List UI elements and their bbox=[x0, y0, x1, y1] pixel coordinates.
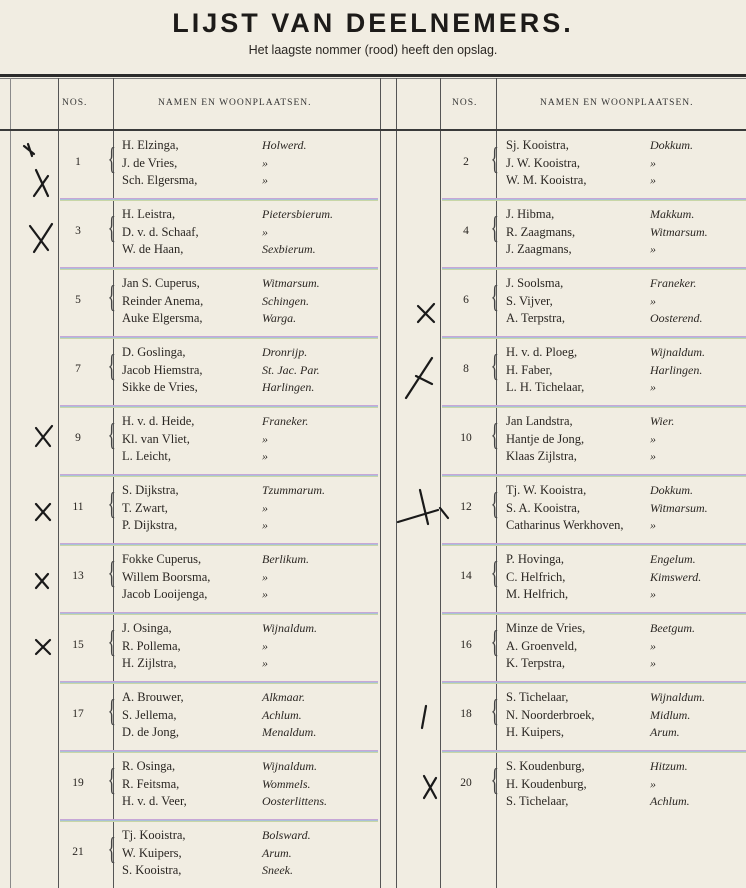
participant-name: H. v. d. Heide, bbox=[122, 414, 195, 428]
participant-name: R. Zaagmans, bbox=[506, 224, 576, 239]
entry-number: 19 bbox=[72, 776, 84, 789]
participant-place: Arum. bbox=[650, 725, 680, 739]
participant-name: Kl. van Vliet, bbox=[122, 431, 190, 446]
entry-number: 9 bbox=[75, 431, 81, 444]
participant-place: Dokkum. bbox=[650, 483, 693, 497]
cross-mark bbox=[406, 358, 432, 398]
brace-icon: { bbox=[107, 761, 116, 797]
participant-place: Schingen. bbox=[262, 293, 309, 308]
participant-place: » bbox=[262, 518, 268, 532]
participant-place: Oosterlittens. bbox=[262, 794, 327, 808]
participant-place: Franeker. bbox=[650, 276, 697, 290]
participant-place: » bbox=[650, 587, 656, 601]
brace-icon: { bbox=[490, 416, 499, 452]
brace-icon: { bbox=[107, 416, 116, 452]
entry-number: 21 bbox=[72, 845, 84, 858]
brace-icon: { bbox=[490, 554, 499, 590]
participant-place: » bbox=[650, 656, 656, 670]
header-right-names: NAMEN EN WOONPLAATSEN. bbox=[540, 98, 694, 108]
participant-place: » bbox=[262, 638, 268, 653]
participant-name: D. Goslinga, bbox=[122, 345, 186, 359]
participant-place: Witmarsum. bbox=[262, 276, 320, 290]
entry-number: 6 bbox=[463, 293, 469, 306]
participant-place: St. Jac. Par. bbox=[262, 362, 320, 377]
participant-place: Engelum. bbox=[650, 552, 696, 566]
participant-name: Tj. W. Kooistra, bbox=[506, 483, 587, 497]
participant-place: Witmarsum. bbox=[650, 224, 708, 239]
participant-place: » bbox=[262, 224, 268, 239]
participant-place: Tzummarum. bbox=[262, 483, 326, 497]
participant-place: Franeker. bbox=[262, 414, 309, 428]
cross-mark bbox=[36, 426, 52, 446]
participant-place: » bbox=[650, 293, 656, 308]
participant-name: J. de Vries, bbox=[122, 155, 178, 170]
entry-number: 5 bbox=[75, 293, 81, 306]
participant-place: » bbox=[262, 431, 268, 446]
participant-place: Wier. bbox=[650, 414, 675, 428]
participant-name: Tj. Kooistra, bbox=[122, 828, 186, 842]
participant-place: » bbox=[650, 380, 656, 394]
cross-mark bbox=[30, 224, 52, 252]
cross-mark bbox=[36, 574, 48, 588]
entry-number: 4 bbox=[463, 224, 469, 237]
participant-name: C. Helfrich, bbox=[506, 569, 566, 584]
brace-icon: { bbox=[490, 623, 499, 659]
participant-place: Hitzum. bbox=[650, 759, 688, 773]
participant-name: T. Zwart, bbox=[122, 500, 168, 515]
participant-place: » bbox=[262, 173, 268, 187]
cross-mark bbox=[424, 776, 436, 798]
participant-name: A. Terpstra, bbox=[506, 311, 565, 325]
participant-name: Klaas Zijlstra, bbox=[506, 449, 577, 463]
brace-icon: { bbox=[107, 278, 116, 314]
participant-name: W. de Haan, bbox=[122, 242, 184, 256]
participant-place: Pietersbierum. bbox=[262, 207, 333, 221]
entry-number: 18 bbox=[460, 707, 472, 720]
participant-place: » bbox=[262, 569, 268, 584]
tick-mark bbox=[422, 706, 426, 728]
participant-place: » bbox=[650, 776, 656, 791]
brace-icon: { bbox=[490, 209, 499, 245]
participant-place: Wijnaldum. bbox=[650, 345, 706, 359]
participant-name: Sj. Kooistra, bbox=[506, 138, 569, 152]
participant-place: Wijnaldum. bbox=[262, 621, 318, 635]
participant-name: H. v. d. Veer, bbox=[122, 794, 187, 808]
cross-mark bbox=[418, 304, 434, 322]
participant-place: Berlikum. bbox=[262, 552, 309, 566]
participant-name: J. Osinga, bbox=[122, 621, 172, 635]
cross-mark bbox=[36, 640, 50, 654]
participant-name: H. Kuipers, bbox=[506, 725, 564, 739]
participant-name: Sch. Elgersma, bbox=[122, 173, 198, 187]
participant-place: Menaldum. bbox=[262, 725, 317, 739]
participant-name: R. Feitsma, bbox=[122, 776, 180, 791]
participant-name: S. Kooistra, bbox=[122, 863, 182, 877]
brace-icon: { bbox=[107, 485, 116, 521]
page-title: LIJST VAN DEELNEMERS. bbox=[172, 8, 574, 38]
entry-number: 2 bbox=[463, 155, 469, 168]
participant-name: S. Koudenburg, bbox=[506, 759, 585, 773]
participant-name: P. Dijkstra, bbox=[122, 518, 178, 532]
participant-place: Wijnaldum. bbox=[262, 759, 318, 773]
participant-name: J. Hibma, bbox=[506, 207, 555, 221]
entry-number: 17 bbox=[72, 707, 84, 720]
participant-place: Kimswerd. bbox=[650, 569, 702, 584]
brace-icon: { bbox=[490, 485, 499, 521]
participant-name: H. Leistra, bbox=[122, 207, 176, 221]
participant-place: » bbox=[650, 449, 656, 463]
entry-number: 13 bbox=[72, 569, 84, 582]
header-right-nos: NOS. bbox=[452, 98, 478, 108]
participant-place: Bolsward. bbox=[262, 828, 311, 842]
participant-name: N. Noorderbroek, bbox=[506, 707, 595, 722]
participant-place: Harlingen. bbox=[650, 362, 703, 377]
participant-place: Makkum. bbox=[650, 207, 695, 221]
entry-number: 1 bbox=[75, 155, 81, 168]
brace-icon: { bbox=[107, 209, 116, 245]
brace-icon: { bbox=[107, 554, 116, 590]
participant-name: R. Pollema, bbox=[122, 638, 181, 653]
participant-place: » bbox=[262, 587, 268, 601]
entry-number: 7 bbox=[75, 362, 81, 375]
participant-place: Arum. bbox=[262, 845, 292, 860]
participant-name: J. W. Kooistra, bbox=[506, 155, 580, 170]
participant-place: Wijnaldum. bbox=[650, 690, 706, 704]
participant-place: » bbox=[650, 638, 656, 653]
participant-place: Sexbierum. bbox=[262, 242, 316, 256]
participant-place: Achlum. bbox=[650, 794, 690, 808]
pencil-mark bbox=[24, 144, 34, 156]
scribble-mark bbox=[398, 490, 448, 524]
participant-name: S. Dijkstra, bbox=[122, 483, 179, 497]
entry-number: 11 bbox=[72, 500, 84, 513]
participant-name: A. Groenveld, bbox=[506, 638, 578, 653]
participant-place: Witmarsum. bbox=[650, 500, 708, 515]
participant-place: » bbox=[650, 431, 656, 446]
participant-name: S. A. Kooistra, bbox=[506, 500, 580, 515]
participant-name: Fokke Cuperus, bbox=[122, 552, 202, 566]
participant-place: Warga. bbox=[262, 311, 297, 325]
participant-name: J. Zaagmans, bbox=[506, 242, 572, 256]
participant-name: Willem Boorsma, bbox=[122, 569, 211, 584]
entry-number: 10 bbox=[460, 431, 472, 444]
participant-name: R. Osinga, bbox=[122, 759, 176, 773]
participant-name: S. Tichelaar, bbox=[506, 690, 569, 704]
participant-name: J. Soolsma, bbox=[506, 276, 564, 290]
participant-name: W. M. Kooistra, bbox=[506, 173, 587, 187]
participant-name: H. v. d. Ploeg, bbox=[506, 345, 578, 359]
brace-icon: { bbox=[490, 761, 499, 797]
brace-icon: { bbox=[107, 347, 116, 383]
participant-name: Auke Elgersma, bbox=[122, 311, 203, 325]
participant-place: Holwerd. bbox=[262, 138, 307, 152]
participant-name: Minze de Vries, bbox=[506, 621, 586, 635]
brace-icon: { bbox=[107, 830, 116, 866]
participant-name: W. Kuipers, bbox=[122, 845, 182, 860]
page-subtitle: Het laagste nommer (rood) heeft den opslag. bbox=[248, 43, 498, 57]
participant-place: Sneek. bbox=[262, 863, 293, 877]
brace-icon: { bbox=[490, 140, 499, 176]
participant-name: Hantje de Jong, bbox=[506, 431, 585, 446]
participant-name: L. H. Tichelaar, bbox=[506, 380, 585, 394]
participant-place: » bbox=[650, 242, 656, 256]
participant-place: Achlum. bbox=[262, 707, 302, 722]
participant-name: Jacob Looijenga, bbox=[122, 587, 208, 601]
brace-icon: { bbox=[107, 140, 116, 176]
participant-place: » bbox=[262, 155, 268, 170]
entry-number: 16 bbox=[460, 638, 472, 651]
brace-icon: { bbox=[490, 347, 499, 383]
participant-place: Dronrijp. bbox=[262, 345, 308, 359]
participant-place: Wommels. bbox=[262, 776, 311, 791]
entry-number: 12 bbox=[460, 500, 472, 513]
cross-mark bbox=[34, 170, 48, 196]
participant-name: Catharinus Werkhoven, bbox=[506, 518, 624, 532]
participant-place: Harlingen. bbox=[262, 380, 315, 394]
participant-name: D. v. d. Schaaf, bbox=[122, 224, 199, 239]
participant-place: Midlum. bbox=[650, 707, 691, 722]
entry-number: 14 bbox=[460, 569, 472, 582]
participant-name: H. Koudenburg, bbox=[506, 776, 587, 791]
participant-name: Sikke de Vries, bbox=[122, 380, 198, 394]
participant-name: A. Brouwer, bbox=[122, 690, 184, 704]
participant-name: H. Elzinga, bbox=[122, 138, 179, 152]
brace-icon: { bbox=[107, 623, 116, 659]
participant-place: » bbox=[262, 449, 268, 463]
entry-number: 8 bbox=[463, 362, 469, 375]
header-left-names: NAMEN EN WOONPLAATSEN. bbox=[158, 98, 312, 108]
participant-place: » bbox=[262, 500, 268, 515]
header-left-nos: NOS. bbox=[62, 98, 88, 108]
participant-name: S. Jellema, bbox=[122, 707, 177, 722]
participant-place: » bbox=[650, 518, 656, 532]
participant-name: D. de Jong, bbox=[122, 725, 179, 739]
brace-icon: { bbox=[107, 692, 116, 728]
participant-name: M. Helfrich, bbox=[506, 587, 569, 601]
brace-icon: { bbox=[490, 278, 499, 314]
participant-name: Jan S. Cuperus, bbox=[122, 276, 200, 290]
cross-mark bbox=[36, 504, 50, 520]
participant-place: » bbox=[650, 155, 656, 170]
entry-number: 15 bbox=[72, 638, 84, 651]
participant-place: Alkmaar. bbox=[262, 690, 305, 704]
participant-name: H. Zijlstra, bbox=[122, 656, 177, 670]
participant-name: S. Vijver, bbox=[506, 293, 553, 308]
participant-place: Oosterend. bbox=[650, 311, 703, 325]
participant-name: Jacob Hiemstra, bbox=[122, 362, 203, 377]
participant-name: L. Leicht, bbox=[122, 449, 171, 463]
entry-number: 20 bbox=[460, 776, 472, 789]
participant-name: Reinder Anema, bbox=[122, 293, 204, 308]
participant-place: » bbox=[262, 656, 268, 670]
participant-name: H. Faber, bbox=[506, 362, 553, 377]
participant-place: » bbox=[650, 173, 656, 187]
participant-name: S. Tichelaar, bbox=[506, 794, 569, 808]
participant-place: Beetgum. bbox=[650, 621, 695, 635]
participant-name: Jan Landstra, bbox=[506, 414, 573, 428]
participant-name: P. Hovinga, bbox=[506, 552, 564, 566]
brace-icon: { bbox=[490, 692, 499, 728]
entry-number: 3 bbox=[75, 224, 81, 237]
participant-name: K. Terpstra, bbox=[506, 656, 565, 670]
participant-place: Dokkum. bbox=[650, 138, 693, 152]
